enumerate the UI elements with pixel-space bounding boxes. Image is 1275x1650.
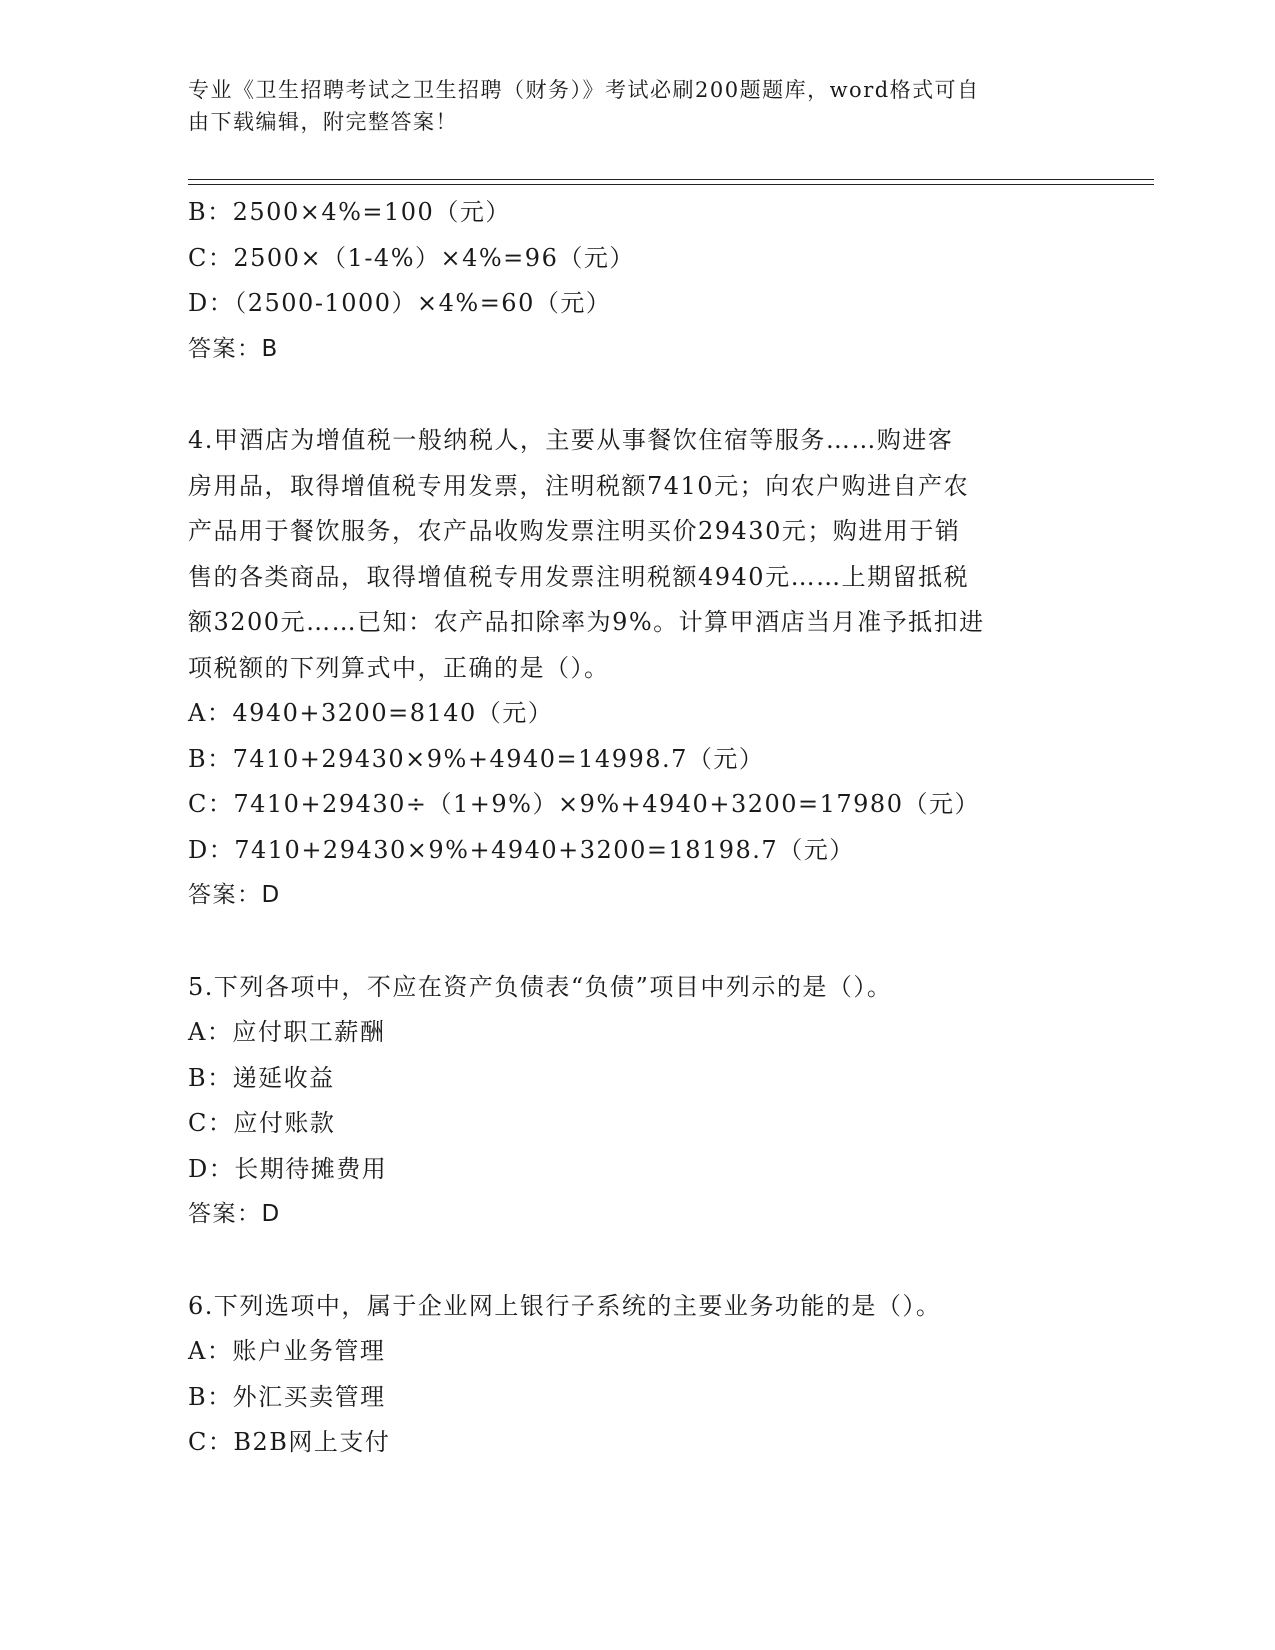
option-d: D：7410+29430×9%+4940+3200=18198.7（元）	[188, 835, 855, 864]
option-b: B：外汇买卖管理	[188, 1382, 386, 1411]
option-c: C：B2B网上支付	[188, 1428, 391, 1456]
option-b: B：7410+29430×9%+4940=14998.7（元）	[188, 744, 765, 773]
spacer	[188, 1238, 1088, 1284]
question-stem: 6.下列选项中，属于企业网上银行子系统的主要业务功能的是（）。	[188, 1291, 942, 1320]
option-a: A：账户业务管理	[188, 1337, 386, 1365]
header-rule-bottom	[188, 184, 1154, 185]
question-stem-line: 售的各类商品，取得增值税专用发票注明税额4940元……上期留抵税	[188, 562, 970, 591]
option-a: A：4940+3200=8140（元）	[188, 699, 554, 727]
question-stem: 5.下列各项中，不应在资产负债表“负债”项目中列示的是（）。	[188, 972, 893, 1001]
question-stem-line: 房用品，取得增值税专用发票，注明税额7410元；向农户购进自产农	[188, 471, 970, 500]
option-c: C：应付账款	[188, 1109, 336, 1137]
header-line-1: 专业《卫生招聘考试之卫生招聘（财务）》考试必刷200题题库，word格式可自	[188, 78, 980, 102]
option-b: B：递延收益	[188, 1063, 335, 1092]
question-stem-line: 额3200元……已知：农产品扣除率为9%。计算甲酒店当月准予抵扣进	[188, 608, 985, 636]
question-6	[188, 1284, 1088, 1466]
answer: 答案：B	[188, 335, 279, 362]
option-d: D：长期待摊费用	[188, 1154, 388, 1183]
header-rule-top	[188, 179, 1154, 180]
spacer	[188, 919, 1088, 965]
question-5	[188, 965, 1088, 1238]
question-4	[188, 418, 1088, 919]
question-list	[188, 190, 1088, 1466]
question-stem-line: 4.甲酒店为增值税一般纳税人，主要从事餐饮住宿等服务……购进客	[188, 426, 954, 454]
header-line-2: 由下载编辑，附完整答案！	[188, 110, 458, 134]
question-3-tail	[188, 190, 1088, 372]
answer: 答案：D	[188, 882, 281, 908]
question-stem-line: 项税额的下列算式中，正确的是（）。	[188, 653, 610, 682]
option-d: D：（2500-1000）×4%=60（元）	[188, 289, 612, 317]
spacer	[188, 372, 1088, 418]
question-stem-line: 产品用于餐饮服务，农产品收购发票注明买价29430元；购进用于销	[188, 517, 961, 545]
option-c: C：7410+29430÷（1+9%）×9%+4940+3200=17980（元）	[188, 790, 980, 818]
option-b: B：2500×4%=100（元）	[188, 198, 511, 226]
option-c: C：2500×（1-4%）×4%=96（元）	[188, 243, 635, 272]
page-header	[188, 74, 1078, 138]
option-a: A：应付职工薪酬	[188, 1018, 386, 1046]
answer: 答案：D	[188, 1201, 281, 1227]
